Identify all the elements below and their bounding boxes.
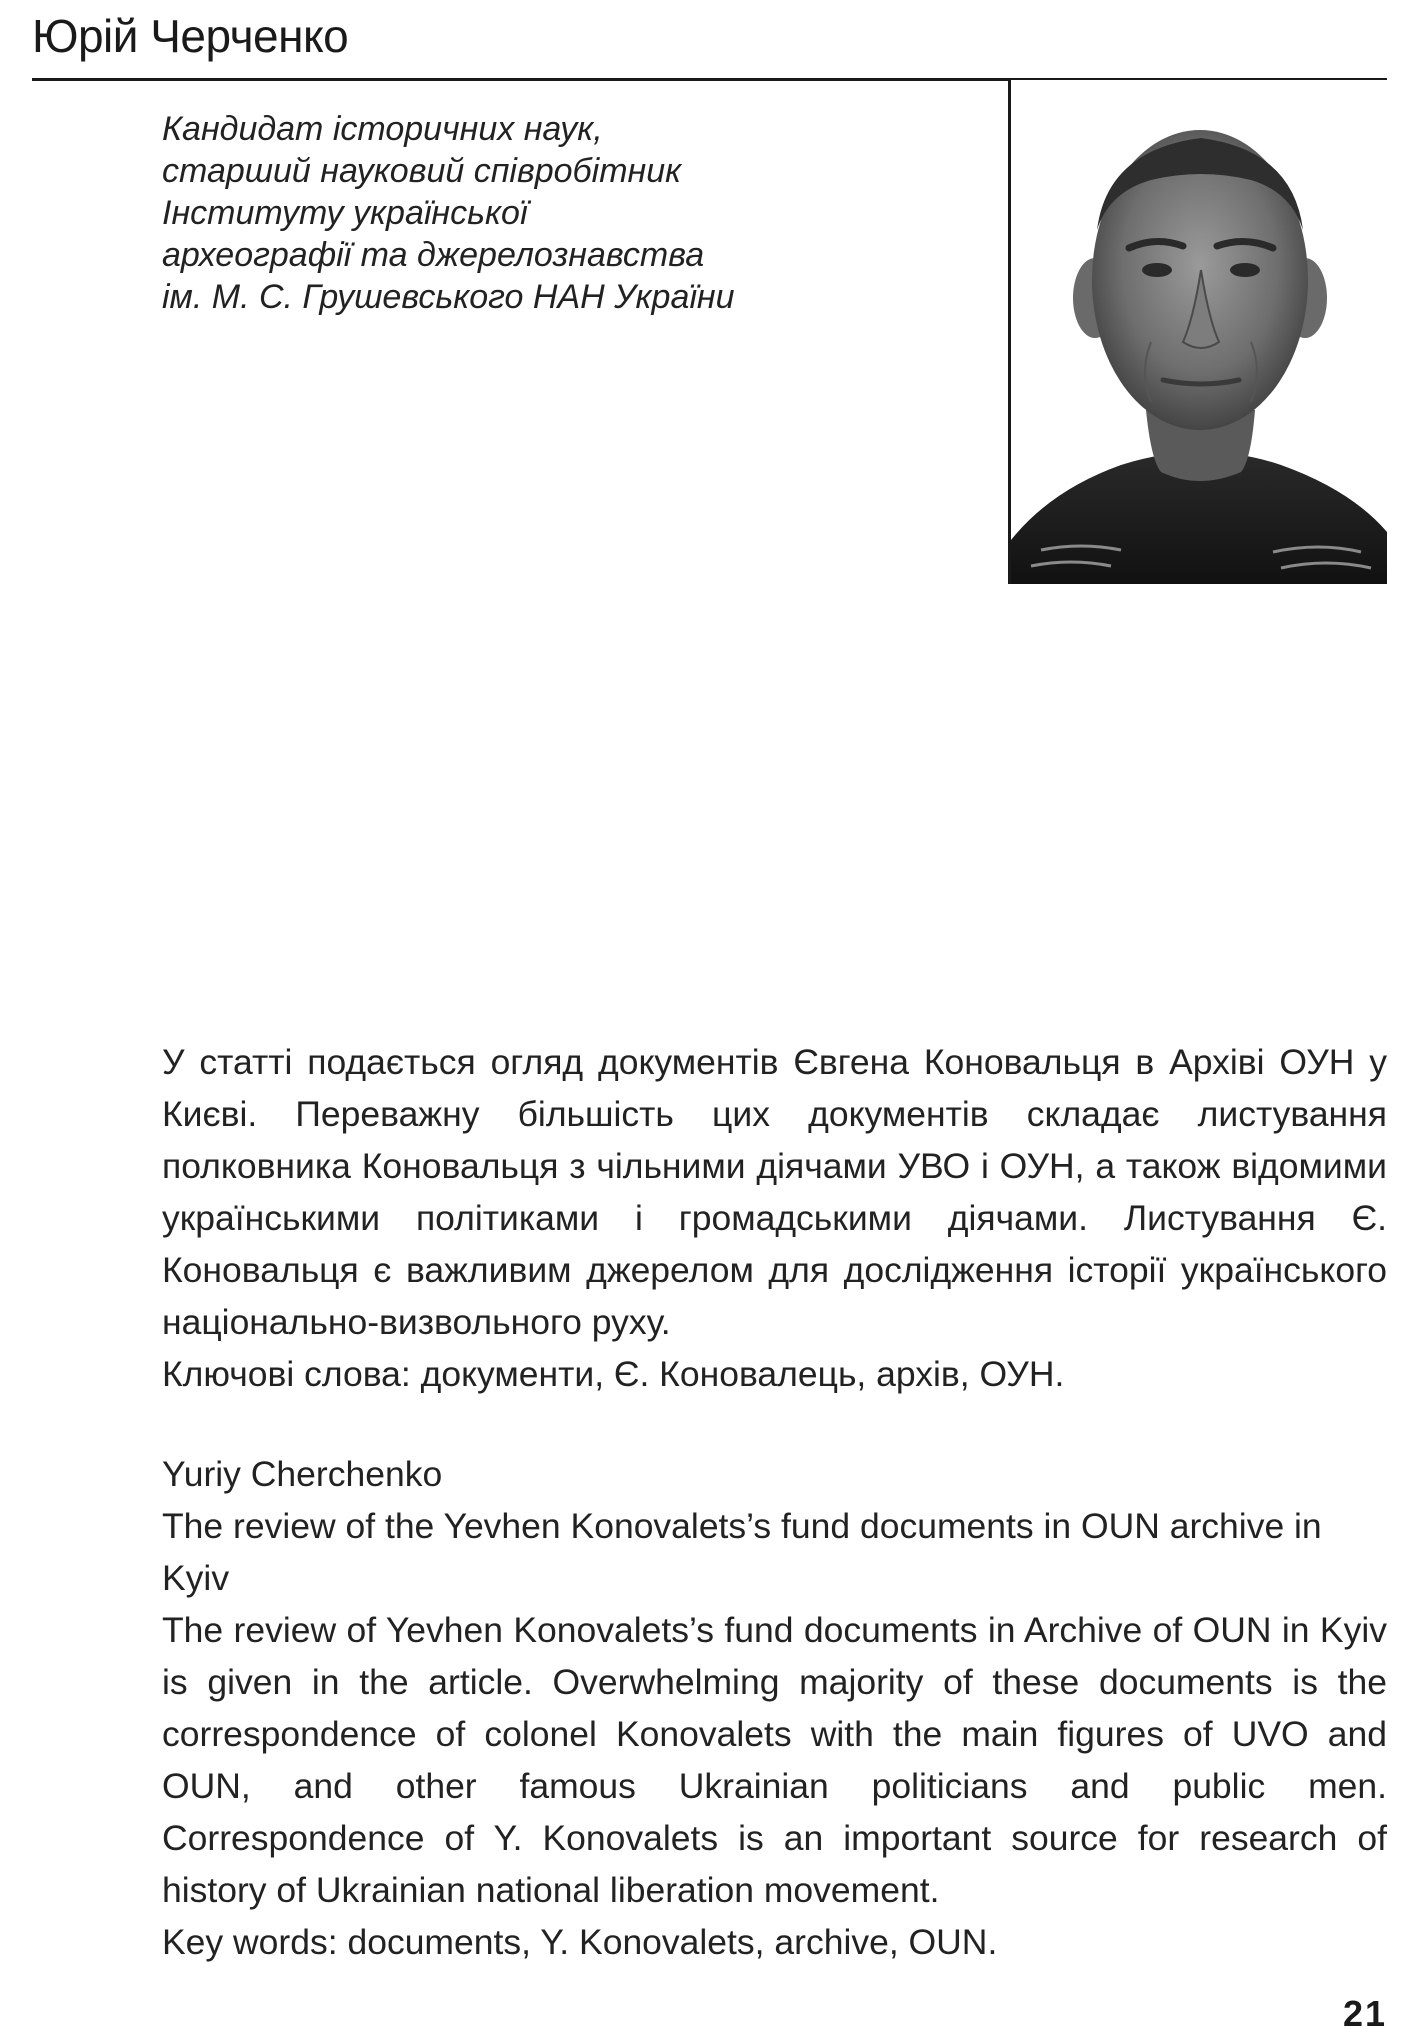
affiliation-line: старший науковий співробітник [162, 152, 682, 190]
author-affiliation [162, 108, 982, 318]
abstract-ua-body: У статті подається огляд документів Євгена Коновальця в Архіві ОУН у Києві. Переважну більшість цих документів складає листування полковника Коновальця з чільними діячами УВО і ОУН, а також відомими українськими політиками і громадськими діячами. Листування Є. Коновальця є важливим джерелом для дослідження історії українського національно-визвольного руху. [162, 1042, 1387, 1342]
abstract-en-author: Yuriy Cherchenko [162, 1454, 443, 1494]
affiliation-line: археографії та джерелознавства [162, 236, 705, 274]
author-photo [1008, 80, 1387, 584]
page-number: 21 [1342, 1993, 1387, 2034]
affiliation-line: Інституту української [162, 194, 528, 232]
author-header: Юрій Черченко [32, 10, 349, 62]
abstract-ukrainian [162, 1036, 1387, 1400]
affiliation-line: Кандидат історичних наук, [162, 110, 603, 148]
author-portrait-image [1011, 80, 1387, 584]
abstract-english [162, 1448, 1387, 1968]
affiliation-line: ім. М. С. Грушевського НАН України [162, 278, 735, 316]
abstract-ua-keywords: Ключові слова: документи, Є. Коновалець, архів, ОУН. [162, 1354, 1065, 1394]
abstract-en-title: The review of the Yevhen Konovalets’s fund documents in OUN archive in Kyiv [162, 1506, 1322, 1598]
abstract-en-body: The review of Yevhen Konovalets’s fund documents in Archive of OUN in Kyiv is given in the article. Overwhelming majority of these documents is the correspondence of colonel Konovalets with the main figures of UVO and OUN, and other famous Ukrainian politicians and public men. Correspondence of Y. Konovalets is an important source for research of history of Ukrainian national liberation movement. [162, 1610, 1387, 1910]
abstract-en-keywords: Key words: documents, Y. Konovalets, archive, OUN. [162, 1922, 998, 1962]
